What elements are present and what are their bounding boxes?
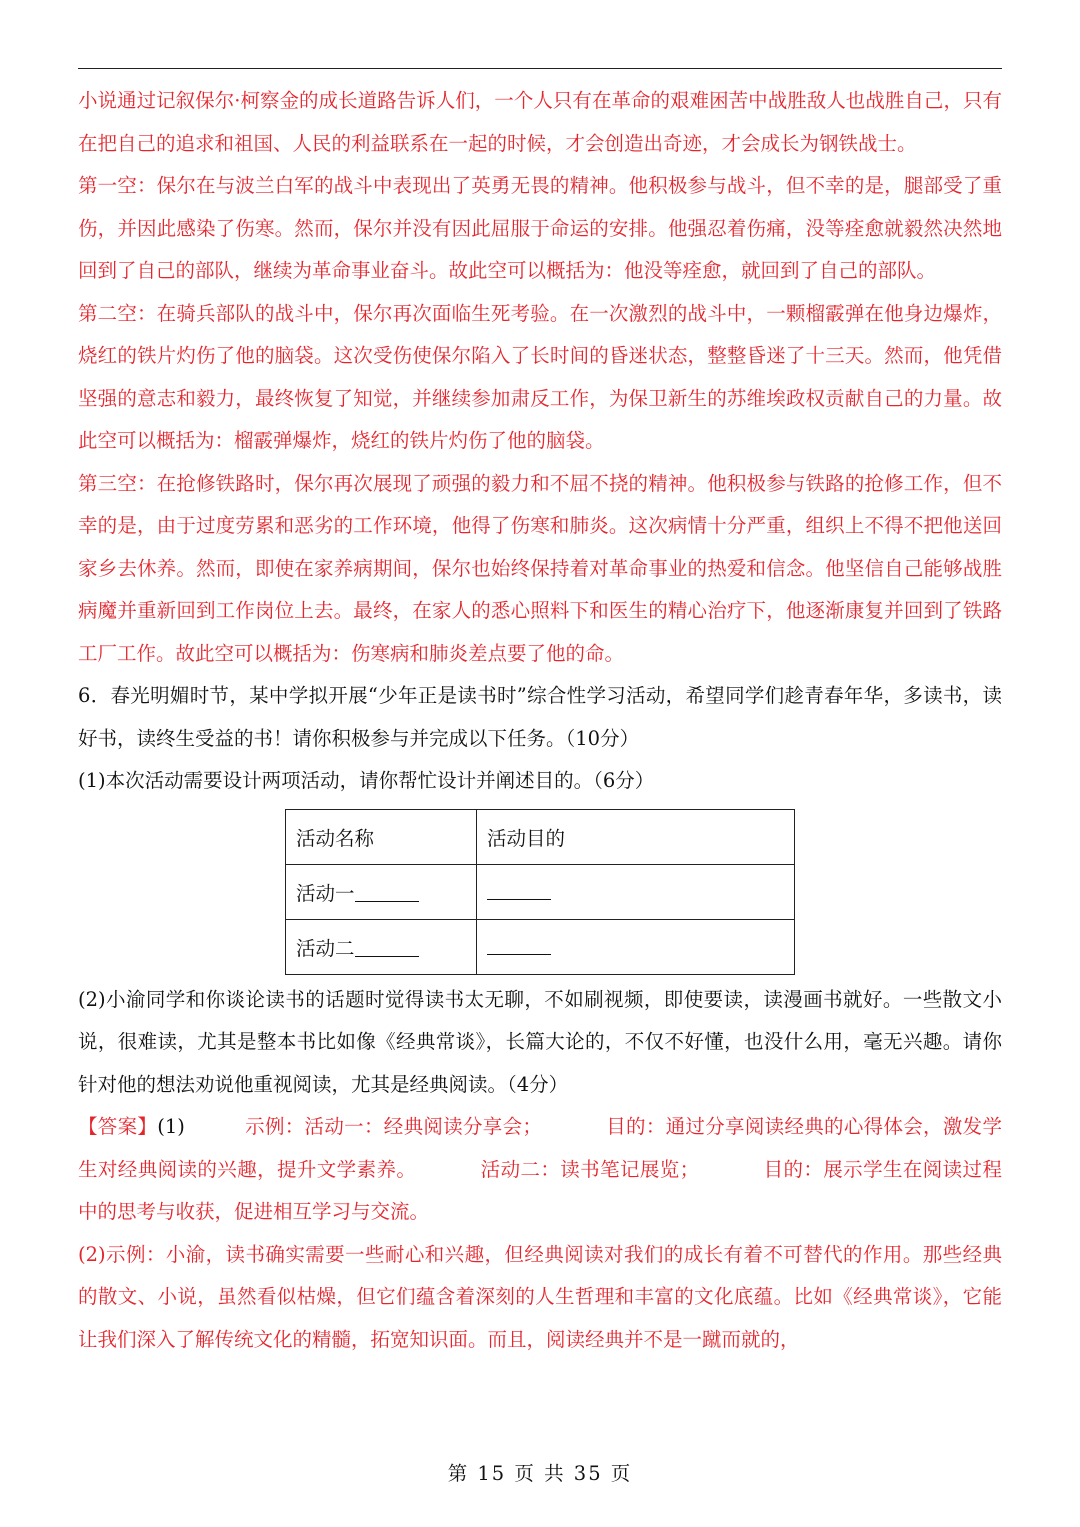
page-content: [78, 80, 1002, 1361]
blank2-analysis: 第二空：在骑兵部队的战斗中，保尔再次面临生死考验。在一次激烈的战斗中，一颗榴霰弹在他身边爆炸，烧红的铁片灼伤了他的脑袋。这次受伤使保尔陷入了长时间的昏迷状态，整整昏迷了十三天。然而，他凭借坚强的意志和毅力，最终恢复了知觉，并继续参加肃反工作，为保卫新生的苏维埃政权贡献自己的力量。故此空可以概括为：榴霰弹爆炸，烧红的铁片灼伤了他的脑袋。: [78, 301, 1002, 452]
activity1-purpose-blank: [487, 881, 551, 900]
answer-activity1: 示例：活动一：经典阅读分享会；: [244, 1115, 542, 1138]
question6-sub1: (1)本次活动需要设计两项活动，请你帮忙设计并阐述目的。（6分）: [78, 769, 655, 792]
answer-part2: (2)示例：小渝，读书确实需要一些耐心和兴趣，但经典阅读对我们的成长有着不可替代的作用。那些经典的散文、小说，虽然看似枯燥，但它们蕴含着深刻的人生哲理和丰富的文化底蕴。比如《经典常谈》，它能让我们深入了解传统文化的精髓，拓宽知识面。而且，阅读经典并不是一蹴而就的，: [78, 1242, 1002, 1351]
table-header-row: [286, 809, 795, 864]
activity1-label: 活动一: [296, 881, 355, 905]
intro-paragraph: 小说通过记叙保尔·柯察金的成长道路告诉人们，一个人只有在革命的艰难困苦中战胜敌人也战胜自己，只有在把自己的追求和祖国、人民的利益联系在一起的时候，才会创造出奇迹，才会成长为钢铁战士。: [78, 89, 1002, 155]
activity1-cell: [286, 864, 477, 919]
answer-tag: 【答案】: [78, 1115, 158, 1138]
answer-purpose2: 目的：展示学生在阅读过程中的思考与收获，促进相互学习与交流。: [78, 1157, 1002, 1223]
activity-table-wrapper: [285, 809, 1002, 975]
activity2-purpose-cell: [477, 919, 795, 974]
blank1-analysis: 第一空：保尔在与波兰白军的战斗中表现出了英勇无畏的精神。他积极参与战斗，但不幸的是，腿部受了重伤，并因此感染了伤寒。然而，保尔并没有因此屈服于命运的安排。他强忍着伤痛，没等痊愈就毅然决然地回到了自己的部队，继续为革命事业奋斗。故此空可以概括为：他没等痊愈，就回到了自己的部队。: [78, 174, 1002, 282]
activity2-label: 活动二: [296, 936, 355, 960]
question6-stem: 6．春光明媚时节，某中学拟开展“少年正是读书时”综合性学习活动，希望同学们趁青春年华，多读书，读好书，读终生受益的书！请你积极参与并完成以下任务。（10分）: [78, 684, 1002, 750]
answer-activity2: 活动二：读书笔记展览；: [480, 1157, 700, 1181]
activity-table: [285, 809, 795, 975]
table-row: [286, 919, 795, 974]
header-rule: [78, 68, 1002, 69]
table-row: [286, 864, 795, 919]
activity2-name-blank: [355, 938, 419, 957]
activity2-cell: [286, 919, 477, 974]
answer-part1: [78, 1106, 1002, 1234]
page-footer: 第 15 页 共 35 页: [447, 1462, 633, 1485]
question6-sub2: (2)小渝同学和你谈论读书的话题时觉得读书太无聊，不如刷视频，即使要读，读漫画书就好。一些散文小说，很难读，尤其是整本书比如像《经典常谈》，长篇大论的，不仅不好懂，也没什么用，毫无兴趣。请你针对他的想法劝说他重视阅读，尤其是经典阅读。（4分）: [78, 987, 1002, 1096]
activity1-purpose-cell: [477, 864, 795, 919]
answer-purpose1: 目的：通过分享阅读经典的心得体会，激发学生对经典阅读的兴趣，提升文学素养。: [78, 1115, 1002, 1181]
activity2-purpose-blank: [487, 936, 551, 955]
answer-part1-label: (1): [157, 1115, 185, 1138]
header-activity-purpose: 活动目的: [477, 809, 795, 864]
activity1-name-blank: [355, 883, 419, 902]
blank3-analysis: 第三空：在抢修铁路时，保尔再次展现了顽强的毅力和不屈不挠的精神。他积极参与铁路的抢修工作，但不幸的是，由于过度劳累和恶劣的工作环境，他得了伤寒和肺炎。这次病情十分严重，组织上不得不把他送回家乡去休养。然而，即使在家养病期间，保尔也始终保持着对革命事业的热爱和信念。他坚信自己能够战胜病魔并重新回到工作岗位上去。最终，在家人的悉心照料下和医生的精心治疗下，他逐渐康复并回到了铁路工厂工作。故此空可以概括为：伤寒病和肺炎差点要了他的命。: [78, 471, 1002, 665]
header-activity-name: 活动名称: [286, 809, 477, 864]
